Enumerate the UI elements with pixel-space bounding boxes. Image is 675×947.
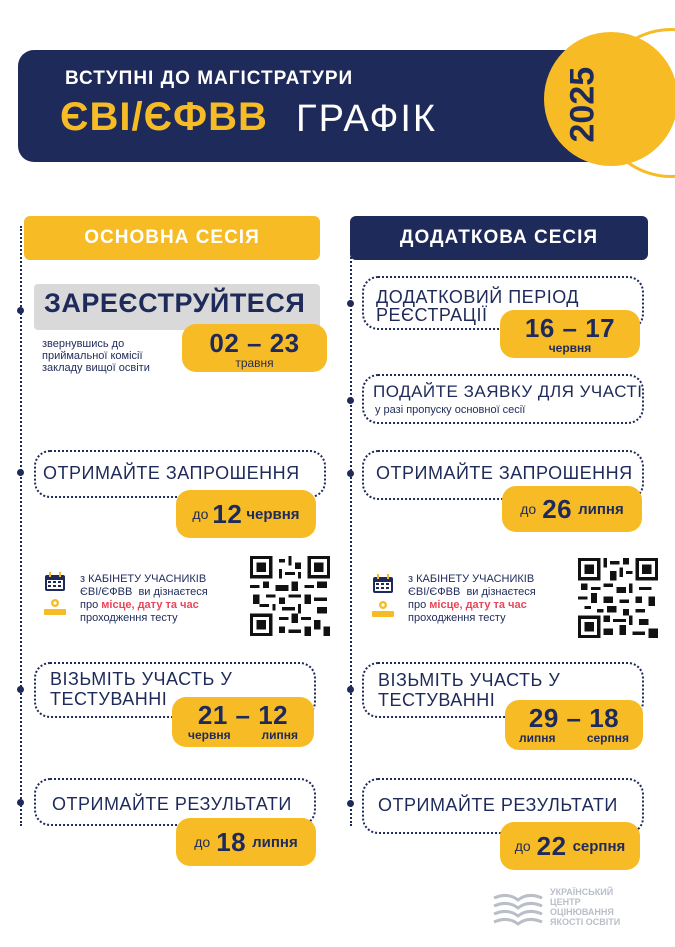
testing-month1: червня (188, 728, 231, 742)
header-subtitle: ВСТУПНІ ДО МАГІСТРАТУРИ (65, 68, 354, 89)
timeline-dot (347, 800, 354, 807)
extra-invitation-day: 26 (542, 493, 573, 524)
extra-results-day: 22 (536, 830, 567, 861)
timeline-right (350, 226, 352, 826)
extra-invitation-prefix: до (520, 501, 537, 517)
extra-register-date: 16 – 17 (524, 313, 616, 343)
register-month: травня (235, 356, 274, 370)
testing-month2: липня (261, 728, 298, 742)
extra-testing-date: 29 – 18 (528, 703, 620, 733)
extra-register-month: червня (548, 341, 592, 355)
timeline-dot (17, 686, 24, 693)
location-icon (43, 598, 67, 621)
extra-results-prefix: до (514, 838, 531, 854)
invitation-title: ОТРИМАЙТЕ ЗАПРОШЕННЯ (43, 463, 300, 483)
timeline-dot (17, 799, 24, 806)
extra-info-line4: проходження тесту (408, 612, 506, 624)
logo-line4: ЯКОСТІ ОСВІТИ (550, 917, 621, 927)
results-month: липня (252, 833, 298, 851)
info-text (80, 573, 208, 625)
info-about: про (80, 599, 99, 611)
calendar-icon (44, 572, 66, 597)
extra-testing-month2: серпня (586, 731, 629, 745)
extra-register-title-line1: ДОДАТКОВИЙ ПЕРІОД (376, 287, 579, 307)
register-note: звернувшись до приймальної комісії закладу вищої освіти (42, 338, 150, 374)
register-date: 02 – 23 (209, 328, 300, 358)
results-date-pill (176, 818, 316, 866)
apply-note: у разі пропуску основної сесії (375, 404, 526, 416)
main-session-header: ОСНОВНА СЕСІЯ (24, 216, 320, 260)
testing-date: 21 – 12 (197, 700, 289, 730)
extra-info-about: про (408, 599, 427, 611)
timeline-dot (347, 470, 354, 477)
apply-title: ПОДАЙТЕ ЗАЯВКУ ДЛЯ УЧАСТІ (373, 382, 643, 401)
info-line1: з КАБІНЕТУ УЧАСНИКІВ (80, 573, 207, 585)
extra-info-learn: ви дізнаєтеся (466, 586, 536, 598)
extra-testing-month1: липня (519, 731, 556, 745)
register-date-pill (182, 324, 327, 372)
results-title: ОТРИМАЙТЕ РЕЗУЛЬТАТИ (52, 794, 292, 814)
extra-results-month: серпня (572, 837, 626, 855)
extra-info-line3 (408, 599, 536, 612)
footer-logo-text (550, 887, 620, 927)
timeline-dot (17, 469, 24, 476)
info-line3 (80, 599, 208, 612)
logo-line3: ОЦІНЮВАННЯ (550, 907, 614, 917)
extra-invitation-title: ОТРИМАЙТЕ ЗАПРОШЕННЯ (376, 463, 633, 483)
info-line4: проходження тесту (80, 612, 178, 624)
invitation-prefix: до (192, 506, 209, 522)
invitation-day: 12 (212, 498, 243, 529)
qr-code-icon[interactable] (578, 558, 658, 638)
ucoz-logo-icon (490, 888, 546, 937)
info-cabinet: ЄВІ/ЄФВВ (80, 586, 133, 598)
header-title: ГРАФІК (296, 98, 438, 140)
extra-testing-date-pill (505, 700, 643, 750)
location-icon (371, 600, 395, 623)
timeline-dot (347, 686, 354, 693)
invitation-date-pill (176, 490, 316, 538)
extra-invitation-month: липня (578, 500, 624, 518)
extra-results-title: ОТРИМАЙТЕ РЕЗУЛЬТАТИ (378, 795, 618, 815)
extra-info-text (408, 573, 536, 625)
testing-title-line1: ВІЗЬМІТЬ УЧАСТЬ У (50, 669, 233, 689)
extra-register-title-line2: РЕЄСТРАЦІЇ (376, 305, 488, 325)
extra-results-date-pill (500, 822, 640, 870)
extra-info-cabinet: ЄВІ/ЄФВВ (408, 586, 461, 598)
info-line2 (80, 586, 208, 599)
extra-testing-title-line2: ТЕСТУВАННІ (378, 690, 496, 710)
results-prefix: до (194, 834, 211, 850)
info-highlight: місце, дату та час (101, 599, 199, 611)
results-day: 18 (216, 826, 247, 857)
extra-info-highlight: місце, дату та час (429, 599, 527, 611)
extra-testing-title-line1: ВІЗЬМІТЬ УЧАСТЬ У (378, 670, 561, 690)
year-label: 2025 (563, 66, 602, 143)
testing-title-line2: ТЕСТУВАННІ (50, 689, 168, 709)
info-learn: ви дізнаєтеся (138, 586, 208, 598)
extra-info-line2 (408, 586, 536, 599)
header-title-accent: ЄВІ/ЄФВВ (60, 95, 268, 139)
calendar-icon (372, 574, 394, 599)
timeline-dot (347, 300, 354, 307)
timeline-dot (347, 397, 354, 404)
extra-register-date-pill (500, 310, 640, 358)
qr-code-icon[interactable] (250, 556, 330, 636)
register-title: ЗАРЕЄСТРУЙТЕСЯ (44, 288, 306, 318)
timeline-left (20, 226, 22, 826)
logo-line2: ЦЕНТР (550, 897, 581, 907)
extra-session-header: ДОДАТКОВА СЕСІЯ (350, 216, 648, 260)
invitation-month: червня (246, 505, 300, 523)
extra-invitation-date-pill (502, 486, 642, 532)
logo-line1: УКРАЇНСЬКИЙ (550, 887, 614, 897)
timeline-dot (17, 307, 24, 314)
extra-info-line1: з КАБІНЕТУ УЧАСНИКІВ (408, 573, 535, 585)
testing-date-pill (172, 697, 314, 747)
